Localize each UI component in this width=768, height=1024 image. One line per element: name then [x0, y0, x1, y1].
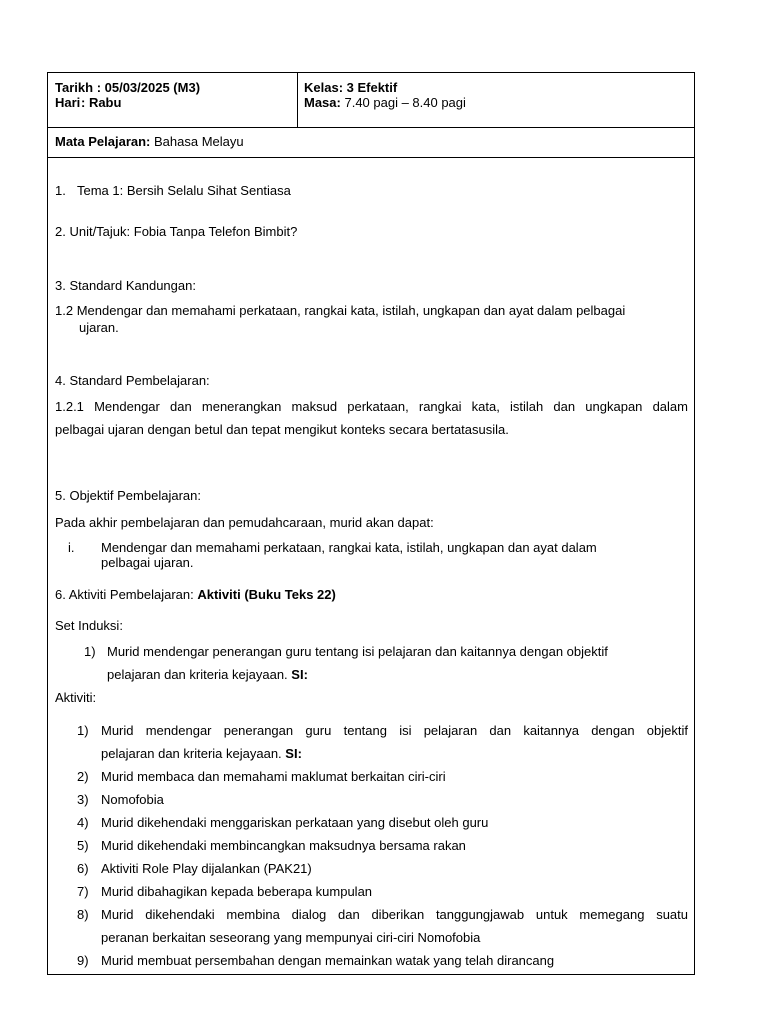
standard-kandungan-line2: ujaran. — [79, 320, 119, 335]
standard-kandungan-heading: 3. Standard Kandungan: — [55, 278, 196, 293]
aktiviti-item-num: 4) — [77, 815, 89, 830]
date-cell — [48, 73, 298, 127]
tarikh-line — [55, 80, 200, 96]
masa-line — [304, 95, 466, 111]
hari-value: : Rabu — [81, 95, 122, 110]
aktiviti-item-num: 9) — [77, 953, 89, 968]
objektif-item-line2: pelbagai ujaran. — [101, 555, 194, 570]
set-induksi-line2: pelajaran dan kriteria kejayaan. SI: — [107, 667, 308, 682]
unit-line: 2. Unit/Tajuk: Fobia Tanpa Telefon Bimbit? — [55, 224, 298, 239]
tema-line: 1. Tema 1: Bersih Selalu Sihat Sentiasa — [55, 183, 291, 198]
aktiviti-item-num: 8) — [77, 907, 89, 922]
set-induksi-num: 1) — [84, 644, 96, 659]
subject-value: Bahasa Melayu — [150, 134, 244, 149]
objektif-item-line1: Mendengar dan memahami perkataan, rangkai kata, istilah, ungkapan dan ayat dalam — [101, 540, 597, 555]
masa-value: 7.40 pagi – 8.40 pagi — [340, 95, 466, 110]
hari-line — [55, 95, 121, 111]
aktiviti-item-5: Murid dikehendaki membincangkan maksudnya bersama rakan — [101, 838, 466, 853]
subject-label: Mata Pelajaran: — [55, 134, 151, 149]
subject-line — [55, 134, 244, 150]
kelas-line: Kelas: 3 Efektif — [304, 80, 398, 95]
aktiviti-item-7: Murid dibahagikan kepada beberapa kumpulan — [101, 884, 373, 899]
aktiviti-item-num: 2) — [77, 769, 89, 784]
aktiviti-item-9: Murid membuat persembahan dengan memainkan watak yang telah dirancang — [101, 953, 555, 968]
objektif-heading: 5. Objektif Pembelajaran: — [55, 488, 201, 503]
aktiviti-item-8-line2: peranan berkaitan seseorang yang mempunyai ciri-ciri Nomofobia — [101, 930, 481, 945]
objektif-intro: Pada akhir pembelajaran dan pemudahcaraan, murid akan dapat: — [55, 515, 434, 530]
standard-kandungan-line1: 1.2 Mendengar dan memahami perkataan, rangkai kata, istilah, ungkapan dan ayat dalam pelbagai — [55, 303, 626, 318]
aktiviti-item-8-line1: Murid dikehendaki membina dialog dan diberikan tanggungjawab untuk memegang suatu — [101, 907, 688, 922]
standard-pembelajaran-line2: pelbagai ujaran dengan betul dan tepat mengikut konteks secara bertatasusila. — [55, 422, 509, 437]
aktiviti-pembelajaran-heading: 6. Aktiviti Pembelajaran: Aktiviti (Buku Teks 22) — [55, 587, 336, 602]
aktiviti-item-3: Nomofobia — [101, 792, 164, 807]
aktiviti-item-num: 6) — [77, 861, 89, 876]
aktiviti-item-1-line1: Murid mendengar penerangan guru tentang isi pelajaran dan kaitannya dengan objektif — [101, 723, 688, 738]
header-row — [48, 73, 694, 128]
aktiviti-item-2: Murid membaca dan memahami maklumat berkaitan ciri-ciri — [101, 769, 446, 784]
hari-label: Hari — [55, 95, 81, 110]
class-cell — [297, 73, 694, 127]
masa-label: Masa: — [304, 95, 341, 110]
objektif-item-num: i. — [68, 540, 75, 555]
standard-pembelajaran-heading: 4. Standard Pembelajaran: — [55, 373, 210, 388]
aktiviti-item-6: Aktiviti Role Play dijalankan (PAK21) — [101, 861, 312, 876]
tarikh-value: : 05/03/2025 (M3) — [96, 80, 201, 95]
set-induksi-line1: Murid mendengar penerangan guru tentang isi pelajaran dan kaitannya dengan objektif — [107, 644, 608, 659]
aktiviti-item-num: 5) — [77, 838, 89, 853]
subject-row — [48, 127, 694, 158]
tarikh-label: Tarikh — [55, 80, 94, 95]
aktiviti-item-num: 3) — [77, 792, 89, 807]
aktiviti-item-4: Murid dikehendaki menggariskan perkataan yang disebut oleh guru — [101, 815, 489, 830]
aktiviti-heading: Aktiviti: — [55, 690, 97, 705]
set-induksi-heading: Set Induksi: — [55, 618, 123, 633]
lesson-plan-table — [47, 72, 695, 975]
standard-pembelajaran-line1: 1.2.1 Mendengar dan menerangkan maksud perkataan, rangkai kata, istilah dan ungkapan dalam — [55, 399, 688, 414]
aktiviti-item-num: 1) — [77, 723, 89, 738]
aktiviti-item-1-line2: pelajaran dan kriteria kejayaan. SI: — [101, 746, 302, 761]
aktiviti-item-num: 7) — [77, 884, 89, 899]
